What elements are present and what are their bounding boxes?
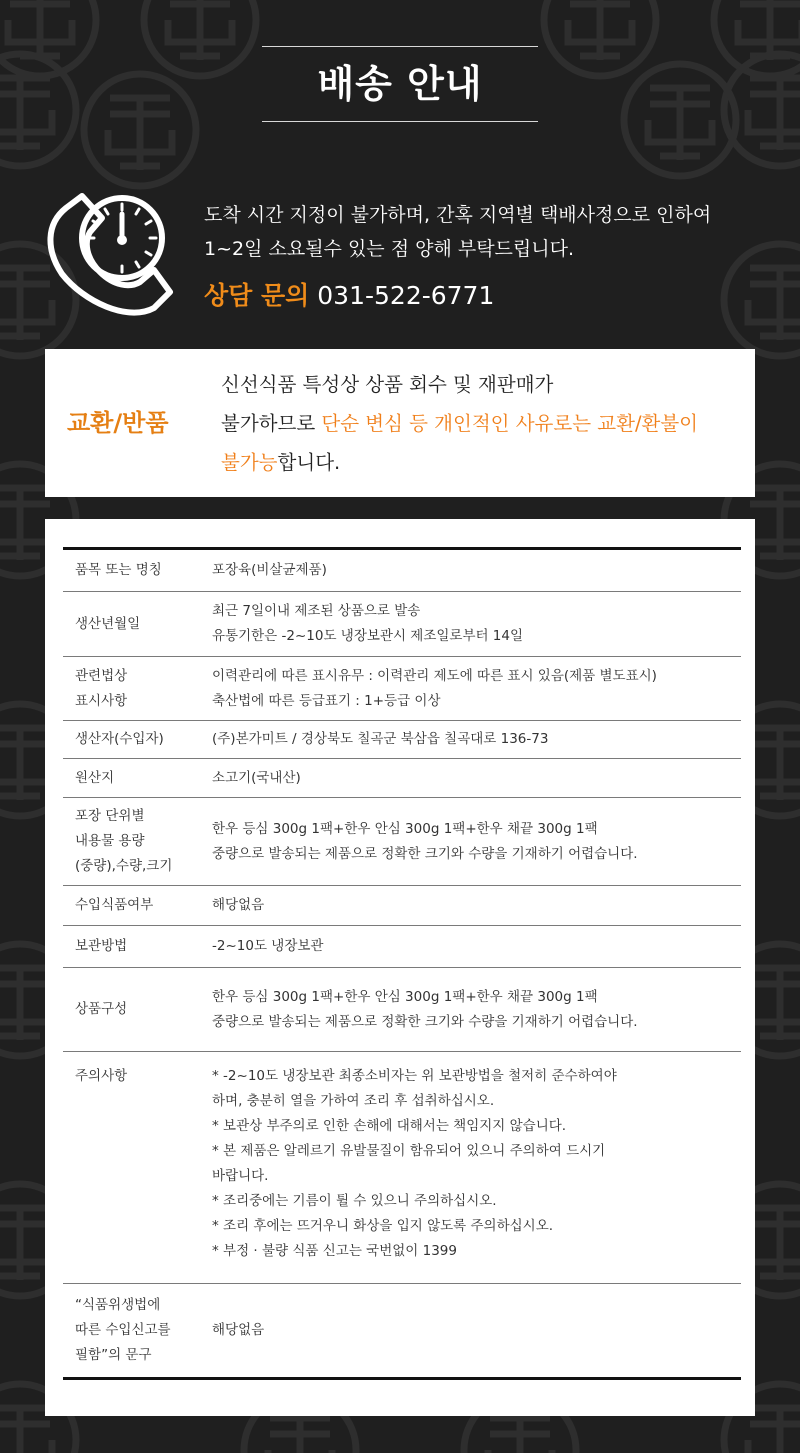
- row-key: 원산지: [75, 769, 115, 786]
- table-row: [63, 926, 741, 968]
- title-divider-top: [262, 46, 538, 47]
- exchange-line-1: 신선식품 특성상 상품 회수 및 재판매가: [221, 373, 554, 396]
- exchange-line-2: [221, 404, 746, 443]
- contact-info: [204, 278, 494, 314]
- table-row: [63, 759, 741, 798]
- row-key: 생산자(수입자): [75, 731, 164, 747]
- table-row: [63, 592, 741, 657]
- exchange-line-3-highlight: 불가능: [221, 451, 278, 474]
- row-value: 소고기(국내산): [212, 769, 301, 786]
- row-value: 이력관리에 따른 표시유무 : 이력관리 제도에 따른 표시 있음(제품 별도표시) 축산법에 따른 등급표기 : 1+등급 이상: [212, 667, 657, 709]
- table-row: [63, 798, 741, 886]
- clock-phone-icon: [44, 188, 174, 318]
- exchange-text: [221, 365, 746, 482]
- row-key: 관련법상 표시사항: [75, 667, 128, 709]
- row-value: 최근 7일이내 제조된 상품으로 발송 유통기한은 -2~10도 냉장보관시 제조일로부터 14일: [212, 603, 524, 644]
- page-title: 배송 안내: [317, 62, 483, 106]
- row-value: 포장육(비살균제품): [212, 562, 327, 578]
- exchange-line-3: [221, 443, 746, 482]
- row-value: 해당없음: [212, 1322, 265, 1338]
- section-title: [262, 46, 538, 122]
- table-row: [63, 886, 741, 926]
- row-value: 한우 등심 300g 1팩+한우 안심 300g 1팩+한우 채끝 300g 1팩 중량으로 발송되는 제품으로 정확한 크기와 수량을 기재하기 어렵습니다.: [212, 988, 638, 1030]
- title-divider-bottom: [262, 121, 538, 122]
- exchange-line-3-plain: 합니다.: [277, 451, 341, 474]
- row-key: 생산년월일: [75, 615, 141, 632]
- shipping-line-1: 도착 시간 지정이 불가하며, 간혹 지역별 택배사정으로 인하여: [204, 204, 712, 226]
- shipping-notice: [204, 198, 784, 266]
- row-key: 품목 또는 명칭: [75, 562, 162, 578]
- product-info-box: [45, 519, 755, 1416]
- table-row: [63, 1284, 741, 1379]
- exchange-title: 교환/반품: [67, 409, 169, 437]
- table-row: [63, 549, 741, 592]
- table-row: [63, 721, 741, 759]
- table-row: [63, 968, 741, 1052]
- table-row: [63, 1052, 741, 1284]
- row-value: (주)본가미트 / 경상북도 칠곡군 북삼읍 칠곡대로 136-73: [212, 731, 549, 747]
- contact-label: 상담 문의: [204, 281, 310, 310]
- row-key: 상품구성: [75, 1001, 128, 1017]
- table-row: [63, 657, 741, 721]
- row-value: -2~10도 냉장보관: [212, 938, 324, 954]
- exchange-return-box: [45, 349, 755, 497]
- row-value: 해당없음: [212, 897, 265, 913]
- product-info-table: [63, 547, 741, 1380]
- shipping-line-2: 1~2일 소요될수 있는 점 양해 부탁드립니다.: [204, 238, 574, 260]
- row-key: 포장 단위별 내용물 용량 (중량),수량,크기: [75, 808, 173, 874]
- exchange-line-2-plain: 불가하므로: [221, 412, 322, 435]
- row-key: 수입식품여부: [75, 897, 154, 913]
- exchange-line-2-highlight: 단순 변심 등 개인적인 사유로는 교환/환불이: [321, 412, 699, 435]
- contact-phone[interactable]: 031-522-6771: [317, 281, 495, 310]
- row-value: 한우 등심 300g 1팩+한우 안심 300g 1팩+한우 채끝 300g 1팩 중량으로 발송되는 제품으로 정확한 크기와 수량을 기재하기 어렵습니다.: [212, 820, 638, 862]
- row-key: 주의사항: [75, 1068, 128, 1084]
- row-key: 보관방법: [75, 938, 128, 954]
- row-key: “식품위생법에 따른 수입신고를 필함”의 문구: [75, 1297, 171, 1363]
- row-value: * -2~10도 냉장보관 최종소비자는 위 보관방법을 철저히 준수하여야 하며, 충분히 열을 가하여 조리 후 섭취하십시오. * 보관상 부주의로 인한 손해에 대해서는 책임지지 않습니다. * 본 제품은 알레르기 유발물질이 함유되어 있으니 주의하여 드시기 바랍니다. * 조리중에는 기름이 튈 수 있으니 주의하십시오. * 조리 후에는 뜨거우니 화상을 입지 않도록 주의하십시오. * 부정 · 불량 식품 신고는 국번없이 1399: [212, 1068, 617, 1259]
